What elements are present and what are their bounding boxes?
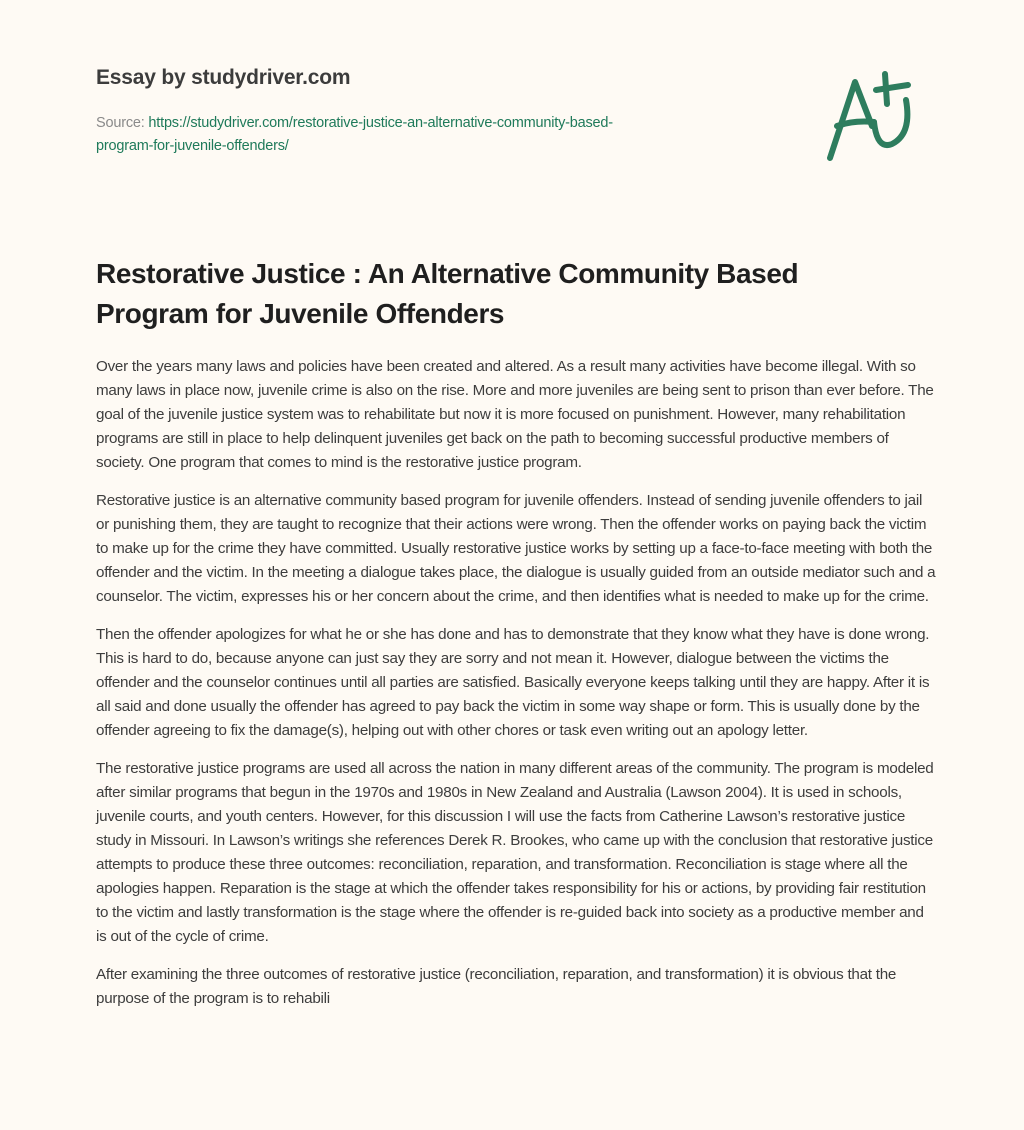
- source-link-line2: program-for-juvenile-offenders/: [96, 138, 289, 154]
- source-link-line1: https://studydriver.com/restorative-justice-an-alternative-community-based-: [148, 115, 613, 131]
- source-line: [96, 112, 756, 158]
- source-label: Source:: [96, 115, 145, 131]
- paragraph: Then the offender apologizes for what he or she has done and has to demonstrate that they know what they have is done wrong. This is hard to do, because anyone can just say they are sorry and not mean it. However, dialogue between the victims the offender and the counselor continues until all parties are satisfied. Basically everyone keeps talking until they are happy. After it is all said and done usually the offender has agreed to pay back the victim in some way shape or form. This is usually done by the offender agreeing to fix the damage(s), helping out with other chores or task even writing out an apology letter.: [96, 626, 930, 739]
- paragraph: The restorative justice programs are used all across the nation in many different areas of the community. The program is modeled after similar programs that begun in the 1970s and 1980s in New Zealand and Australia (Lawson 2004). It is used in schools, juvenile courts, and youth centers. However, for this discussion I will use the facts from Catherine Lawson’s restorative justice study in Missouri. In Lawson’s writings she references Derek R. Brookes, who came up with the conclusion that restorative justice attempts to produce these three outcomes: reconciliation, reparation, and transformation. Reconciliation is stage where all the apologies happen. Reparation is the stage at which the offender takes responsibility for his or actions, by providing fair restitution to the victim and lastly transformation is the stage where the offender is re-guided back into society as a productive member and is out of the cycle of crime.: [96, 760, 934, 945]
- paragraph: Over the years many laws and policies have been created and altered. As a result many activities have become illegal. With so many laws in place now, juvenile crime is also on the rise. More and more juveniles are being sent to prison than ever before. The goal of the juvenile justice system was to rehabilitate but now it is more focused on punishment. However, many rehabilitation programs are still in place to help delinquent juveniles get back on the path to becoming successful productive members of society. One program that comes to mind is the restorative justice program.: [96, 358, 934, 471]
- paragraph: After examining the three outcomes of restorative justice (reconciliation, reparation, and transformation) it is obvious that the purpose of the program is to rehabili: [96, 966, 897, 1007]
- site-header: [96, 64, 756, 158]
- site-title: Essay by studydriver.com: [96, 66, 351, 89]
- a-plus-grade-icon: [822, 68, 932, 168]
- article-title: Restorative Justice : An Alternative Community Based Program for Juvenile Offenders: [96, 258, 799, 329]
- article-body: [96, 355, 938, 1025]
- source-link[interactable]: [96, 115, 613, 154]
- paragraph: Restorative justice is an alternative community based program for juvenile offenders. Instead of sending juvenile offenders to jail or punishing them, they are taught to recognize that their actions were wrong. Then the offender works on paying back the victim to make up for the crime they have committed. Usually restorative justice works by setting up a face-to-face meeting with both the offender and the victim. In the meeting a dialogue takes place, the dialogue is usually guided from an outside mediator such and a counselor. The victim, expresses his or her concern about the crime, and then identifies what is needed to make up for the crime.: [96, 492, 936, 605]
